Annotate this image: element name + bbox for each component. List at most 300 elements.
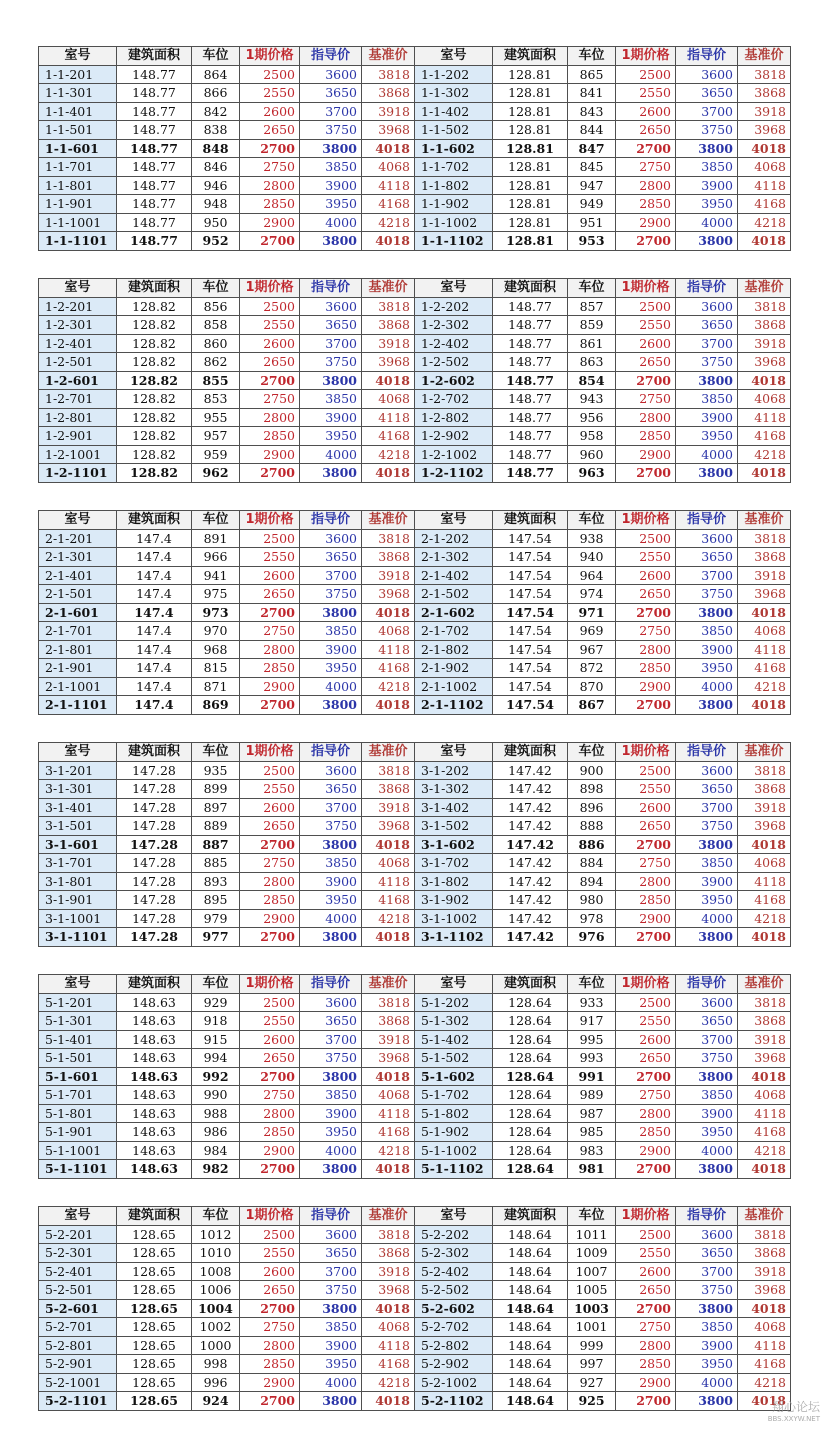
phase1-price: 2700	[240, 1067, 300, 1086]
building-area: 128.65	[117, 1373, 192, 1392]
building-area: 148.77	[493, 427, 568, 446]
room-number: 2-1-701	[39, 622, 117, 641]
price-table-block-3-1	[38, 742, 790, 947]
room-number: 3-1-902	[415, 891, 493, 910]
guide-price: 3800	[300, 1299, 362, 1318]
parking-space: 951	[568, 213, 616, 232]
guide-price: 3950	[300, 195, 362, 214]
room-number: 1-1-701	[39, 158, 117, 177]
base-price: 3918	[738, 334, 791, 353]
building-area: 128.64	[493, 1030, 568, 1049]
room-number: 1-2-402	[415, 334, 493, 353]
header-area: 建筑面积	[493, 975, 568, 994]
base-price: 4018	[738, 1299, 791, 1318]
phase1-price: 2500	[240, 1225, 300, 1244]
base-price: 4168	[362, 659, 415, 678]
base-price: 4018	[362, 696, 415, 715]
parking-space: 864	[192, 65, 240, 84]
table-header-row	[39, 279, 791, 298]
guide-price: 3850	[676, 1086, 738, 1105]
building-area: 148.63	[117, 1104, 192, 1123]
phase1-price: 2800	[240, 872, 300, 891]
building-area: 148.77	[117, 121, 192, 140]
room-number: 2-1-201	[39, 529, 117, 548]
building-area: 147.28	[117, 909, 192, 928]
phase1-price: 2800	[616, 176, 676, 195]
room-number: 5-2-902	[415, 1355, 493, 1374]
guide-price: 3850	[676, 622, 738, 641]
table-row	[39, 585, 791, 604]
building-area: 128.64	[493, 1086, 568, 1105]
building-area: 148.77	[493, 408, 568, 427]
room-number: 1-2-502	[415, 353, 493, 372]
parking-space: 924	[192, 1392, 240, 1411]
guide-price: 3950	[676, 1123, 738, 1142]
phase1-price: 2700	[240, 464, 300, 483]
parking-space: 871	[192, 677, 240, 696]
building-area: 148.77	[117, 232, 192, 251]
base-price: 4018	[362, 835, 415, 854]
phase1-price: 2550	[240, 1012, 300, 1031]
base-price: 4018	[362, 1160, 415, 1179]
parking-space: 935	[192, 761, 240, 780]
table-row	[39, 176, 791, 195]
parking-space: 1008	[192, 1262, 240, 1281]
building-area: 128.64	[493, 1104, 568, 1123]
phase1-price: 2700	[240, 835, 300, 854]
base-price: 4068	[738, 1086, 791, 1105]
table-row	[39, 297, 791, 316]
phase1-price: 2550	[240, 780, 300, 799]
base-price: 3968	[738, 353, 791, 372]
base-price: 4218	[738, 677, 791, 696]
guide-price: 3800	[300, 835, 362, 854]
parking-space: 949	[568, 195, 616, 214]
phase1-price: 2550	[240, 316, 300, 335]
building-area: 148.64	[493, 1336, 568, 1355]
building-area: 148.77	[493, 371, 568, 390]
header-parking: 车位	[568, 47, 616, 66]
phase1-price: 2900	[616, 445, 676, 464]
room-number: 3-1-1002	[415, 909, 493, 928]
base-price: 4068	[362, 854, 415, 873]
phase1-price: 2850	[616, 195, 676, 214]
phase1-price: 2900	[240, 1373, 300, 1392]
room-number: 1-1-301	[39, 84, 117, 103]
phase1-price: 2650	[240, 1281, 300, 1300]
room-number: 5-1-302	[415, 1012, 493, 1031]
room-number: 5-1-802	[415, 1104, 493, 1123]
guide-price: 3600	[300, 297, 362, 316]
parking-space: 870	[568, 677, 616, 696]
phase1-price: 2900	[240, 445, 300, 464]
room-number: 1-1-901	[39, 195, 117, 214]
table-row	[39, 1318, 791, 1337]
phase1-price: 2550	[240, 84, 300, 103]
header-room: 室号	[39, 975, 117, 994]
base-price: 4018	[738, 696, 791, 715]
building-area: 128.65	[117, 1318, 192, 1337]
parking-space: 848	[192, 139, 240, 158]
room-number: 1-1-702	[415, 158, 493, 177]
parking-space: 842	[192, 102, 240, 121]
header-base-price: 基准价	[738, 743, 791, 762]
phase1-price: 2700	[616, 835, 676, 854]
building-area: 147.28	[117, 780, 192, 799]
base-price: 4168	[362, 891, 415, 910]
guide-price: 3900	[300, 408, 362, 427]
base-price: 3968	[362, 1281, 415, 1300]
table-row	[39, 427, 791, 446]
guide-price: 3750	[300, 121, 362, 140]
parking-space: 974	[568, 585, 616, 604]
header-area: 建筑面积	[117, 279, 192, 298]
guide-price: 3750	[676, 1281, 738, 1300]
phase1-price: 2700	[240, 1299, 300, 1318]
base-price: 3868	[738, 316, 791, 335]
phase1-price: 2500	[616, 993, 676, 1012]
base-price: 3868	[362, 84, 415, 103]
parking-space: 981	[568, 1160, 616, 1179]
guide-price: 3650	[300, 1244, 362, 1263]
base-price: 3918	[362, 566, 415, 585]
header-area: 建筑面积	[117, 511, 192, 530]
guide-price: 3850	[300, 854, 362, 873]
table-row	[39, 84, 791, 103]
base-price: 4218	[738, 445, 791, 464]
room-number: 3-1-601	[39, 835, 117, 854]
building-area: 148.64	[493, 1244, 568, 1263]
room-number: 5-2-302	[415, 1244, 493, 1263]
room-number: 5-1-502	[415, 1049, 493, 1068]
building-area: 148.63	[117, 1123, 192, 1142]
parking-space: 985	[568, 1123, 616, 1142]
guide-price: 3900	[300, 1104, 362, 1123]
header-phase1-price: 1期价格	[240, 279, 300, 298]
base-price: 3818	[738, 1225, 791, 1244]
parking-space: 1007	[568, 1262, 616, 1281]
guide-price: 3800	[676, 1160, 738, 1179]
phase1-price: 2850	[616, 427, 676, 446]
base-price: 4068	[738, 390, 791, 409]
parking-space: 1001	[568, 1318, 616, 1337]
parking-space: 897	[192, 798, 240, 817]
phase1-price: 2550	[616, 316, 676, 335]
guide-price: 3800	[676, 696, 738, 715]
phase1-price: 2600	[616, 566, 676, 585]
parking-space: 863	[568, 353, 616, 372]
parking-space: 885	[192, 854, 240, 873]
guide-price: 3900	[676, 1336, 738, 1355]
base-price: 3868	[362, 1244, 415, 1263]
building-area: 147.54	[493, 548, 568, 567]
building-area: 147.54	[493, 566, 568, 585]
room-number: 2-1-1002	[415, 677, 493, 696]
table-row	[39, 334, 791, 353]
base-price: 3868	[738, 548, 791, 567]
phase1-price: 2500	[616, 529, 676, 548]
building-area: 148.77	[117, 139, 192, 158]
room-number: 5-2-1102	[415, 1392, 493, 1411]
phase1-price: 2600	[240, 102, 300, 121]
phase1-price: 2800	[240, 640, 300, 659]
parking-space: 971	[568, 603, 616, 622]
phase1-price: 2800	[240, 1336, 300, 1355]
base-price: 4018	[738, 232, 791, 251]
base-price: 4018	[362, 232, 415, 251]
guide-price: 3850	[300, 390, 362, 409]
parking-space: 938	[568, 529, 616, 548]
table-row	[39, 1104, 791, 1123]
table-row	[39, 835, 791, 854]
guide-price: 3650	[676, 84, 738, 103]
table-row	[39, 1160, 791, 1179]
base-price: 4118	[738, 872, 791, 891]
room-number: 3-1-801	[39, 872, 117, 891]
building-area: 147.54	[493, 659, 568, 678]
building-area: 128.65	[117, 1244, 192, 1263]
base-price: 3818	[362, 761, 415, 780]
guide-price: 3750	[676, 353, 738, 372]
parking-space: 986	[192, 1123, 240, 1142]
table-row	[39, 390, 791, 409]
guide-price: 3800	[676, 603, 738, 622]
base-price: 4168	[738, 1355, 791, 1374]
building-area: 148.64	[493, 1373, 568, 1392]
parking-space: 993	[568, 1049, 616, 1068]
building-area: 147.42	[493, 891, 568, 910]
parking-space: 980	[568, 891, 616, 910]
parking-space: 1006	[192, 1281, 240, 1300]
base-price: 4168	[738, 659, 791, 678]
base-price: 3818	[738, 65, 791, 84]
room-number: 3-1-302	[415, 780, 493, 799]
table-row	[39, 65, 791, 84]
room-number: 3-1-802	[415, 872, 493, 891]
table-row	[39, 548, 791, 567]
room-number: 5-1-1101	[39, 1160, 117, 1179]
table-row	[39, 1141, 791, 1160]
parking-space: 889	[192, 817, 240, 836]
building-area: 148.64	[493, 1355, 568, 1374]
room-number: 5-2-502	[415, 1281, 493, 1300]
room-number: 1-1-1002	[415, 213, 493, 232]
guide-price: 3700	[676, 102, 738, 121]
building-area: 148.64	[493, 1299, 568, 1318]
phase1-price: 2800	[616, 1104, 676, 1123]
building-area: 148.77	[493, 316, 568, 335]
room-number: 2-1-302	[415, 548, 493, 567]
building-area: 147.4	[117, 529, 192, 548]
phase1-price: 2900	[616, 1373, 676, 1392]
header-phase1-price: 1期价格	[616, 511, 676, 530]
header-base-price: 基准价	[738, 975, 791, 994]
building-area: 128.65	[117, 1225, 192, 1244]
parking-space: 997	[568, 1355, 616, 1374]
base-price: 4018	[362, 371, 415, 390]
parking-space: 865	[568, 65, 616, 84]
phase1-price: 2850	[616, 1123, 676, 1142]
base-price: 4018	[738, 371, 791, 390]
room-number: 5-2-802	[415, 1336, 493, 1355]
room-number: 2-1-902	[415, 659, 493, 678]
building-area: 148.77	[117, 195, 192, 214]
building-area: 148.63	[117, 1067, 192, 1086]
room-number: 3-1-201	[39, 761, 117, 780]
building-area: 128.64	[493, 1160, 568, 1179]
parking-space: 973	[192, 603, 240, 622]
guide-price: 3850	[300, 158, 362, 177]
building-area: 147.54	[493, 640, 568, 659]
parking-space: 898	[568, 780, 616, 799]
table-row	[39, 1336, 791, 1355]
building-area: 128.64	[493, 1012, 568, 1031]
table-row	[39, 121, 791, 140]
parking-space: 894	[568, 872, 616, 891]
building-area: 147.4	[117, 696, 192, 715]
header-base-price: 基准价	[362, 975, 415, 994]
header-guide-price: 指导价	[300, 1207, 362, 1226]
base-price: 4118	[738, 408, 791, 427]
phase1-price: 2700	[240, 1160, 300, 1179]
base-price: 4018	[362, 1392, 415, 1411]
header-guide-price: 指导价	[300, 975, 362, 994]
table-row	[39, 872, 791, 891]
base-price: 4218	[362, 213, 415, 232]
price-table	[38, 742, 791, 947]
phase1-price: 2700	[616, 1299, 676, 1318]
building-area: 148.63	[117, 1141, 192, 1160]
guide-price: 3650	[300, 780, 362, 799]
building-area: 128.82	[117, 445, 192, 464]
guide-price: 4000	[676, 677, 738, 696]
phase1-price: 2900	[616, 1141, 676, 1160]
header-base-price: 基准价	[362, 47, 415, 66]
guide-price: 3650	[676, 780, 738, 799]
room-number: 1-1-202	[415, 65, 493, 84]
header-phase1-price: 1期价格	[616, 975, 676, 994]
building-area: 128.82	[117, 353, 192, 372]
parking-space: 940	[568, 548, 616, 567]
guide-price: 3700	[676, 334, 738, 353]
header-phase1-price: 1期价格	[616, 1207, 676, 1226]
phase1-price: 2850	[616, 659, 676, 678]
header-room: 室号	[39, 47, 117, 66]
room-number: 5-2-1001	[39, 1373, 117, 1392]
phase1-price: 2700	[616, 1160, 676, 1179]
parking-space: 895	[192, 891, 240, 910]
base-price: 3918	[362, 102, 415, 121]
building-area: 148.77	[117, 102, 192, 121]
guide-price: 3750	[676, 585, 738, 604]
phase1-price: 2500	[240, 529, 300, 548]
parking-space: 955	[192, 408, 240, 427]
phase1-price: 2900	[240, 909, 300, 928]
header-parking: 车位	[568, 1207, 616, 1226]
base-price: 3818	[362, 297, 415, 316]
guide-price: 3600	[300, 1225, 362, 1244]
guide-price: 3600	[676, 761, 738, 780]
parking-space: 1010	[192, 1244, 240, 1263]
header-room: 室号	[415, 1207, 493, 1226]
table-row	[39, 213, 791, 232]
guide-price: 3800	[676, 139, 738, 158]
table-row	[39, 1067, 791, 1086]
guide-price: 3950	[676, 195, 738, 214]
parking-space: 844	[568, 121, 616, 140]
room-number: 1-1-902	[415, 195, 493, 214]
base-price: 3818	[738, 761, 791, 780]
building-area: 128.64	[493, 993, 568, 1012]
building-area: 147.42	[493, 835, 568, 854]
guide-price: 3800	[300, 696, 362, 715]
phase1-price: 2600	[240, 798, 300, 817]
parking-space: 989	[568, 1086, 616, 1105]
table-row	[39, 993, 791, 1012]
building-area: 128.65	[117, 1281, 192, 1300]
guide-price: 3950	[300, 427, 362, 446]
phase1-price: 2750	[616, 1318, 676, 1337]
parking-space: 893	[192, 872, 240, 891]
room-number: 5-1-602	[415, 1067, 493, 1086]
building-area: 128.65	[117, 1392, 192, 1411]
base-price: 4168	[362, 427, 415, 446]
room-number: 3-1-702	[415, 854, 493, 873]
room-number: 2-1-402	[415, 566, 493, 585]
phase1-price: 2700	[616, 371, 676, 390]
building-area: 147.54	[493, 696, 568, 715]
base-price: 4018	[738, 1160, 791, 1179]
room-number: 5-2-801	[39, 1336, 117, 1355]
guide-price: 3750	[300, 817, 362, 836]
room-number: 3-1-501	[39, 817, 117, 836]
phase1-price: 2600	[240, 1030, 300, 1049]
phase1-price: 2700	[240, 603, 300, 622]
building-area: 128.82	[117, 427, 192, 446]
room-number: 1-2-702	[415, 390, 493, 409]
phase1-price: 2700	[616, 139, 676, 158]
guide-price: 3850	[300, 1086, 362, 1105]
guide-price: 3700	[300, 798, 362, 817]
price-table	[38, 278, 791, 483]
base-price: 4118	[362, 176, 415, 195]
building-area: 128.81	[493, 176, 568, 195]
header-room: 室号	[415, 743, 493, 762]
parking-space: 947	[568, 176, 616, 195]
base-price: 3968	[738, 1049, 791, 1068]
phase1-price: 2500	[616, 65, 676, 84]
base-price: 3918	[362, 334, 415, 353]
parking-space: 887	[192, 835, 240, 854]
phase1-price: 2500	[616, 1225, 676, 1244]
building-area: 147.28	[117, 854, 192, 873]
guide-price: 3950	[676, 1355, 738, 1374]
parking-space: 1005	[568, 1281, 616, 1300]
header-parking: 车位	[568, 511, 616, 530]
building-area: 128.81	[493, 158, 568, 177]
building-area: 147.42	[493, 817, 568, 836]
room-number: 1-2-302	[415, 316, 493, 335]
phase1-price: 2650	[240, 1049, 300, 1068]
base-price: 3868	[738, 1012, 791, 1031]
base-price: 3868	[738, 780, 791, 799]
building-area: 128.65	[117, 1355, 192, 1374]
phase1-price: 2750	[616, 1086, 676, 1105]
phase1-price: 2550	[616, 1244, 676, 1263]
room-number: 2-1-801	[39, 640, 117, 659]
phase1-price: 2750	[616, 390, 676, 409]
base-price: 3918	[362, 798, 415, 817]
